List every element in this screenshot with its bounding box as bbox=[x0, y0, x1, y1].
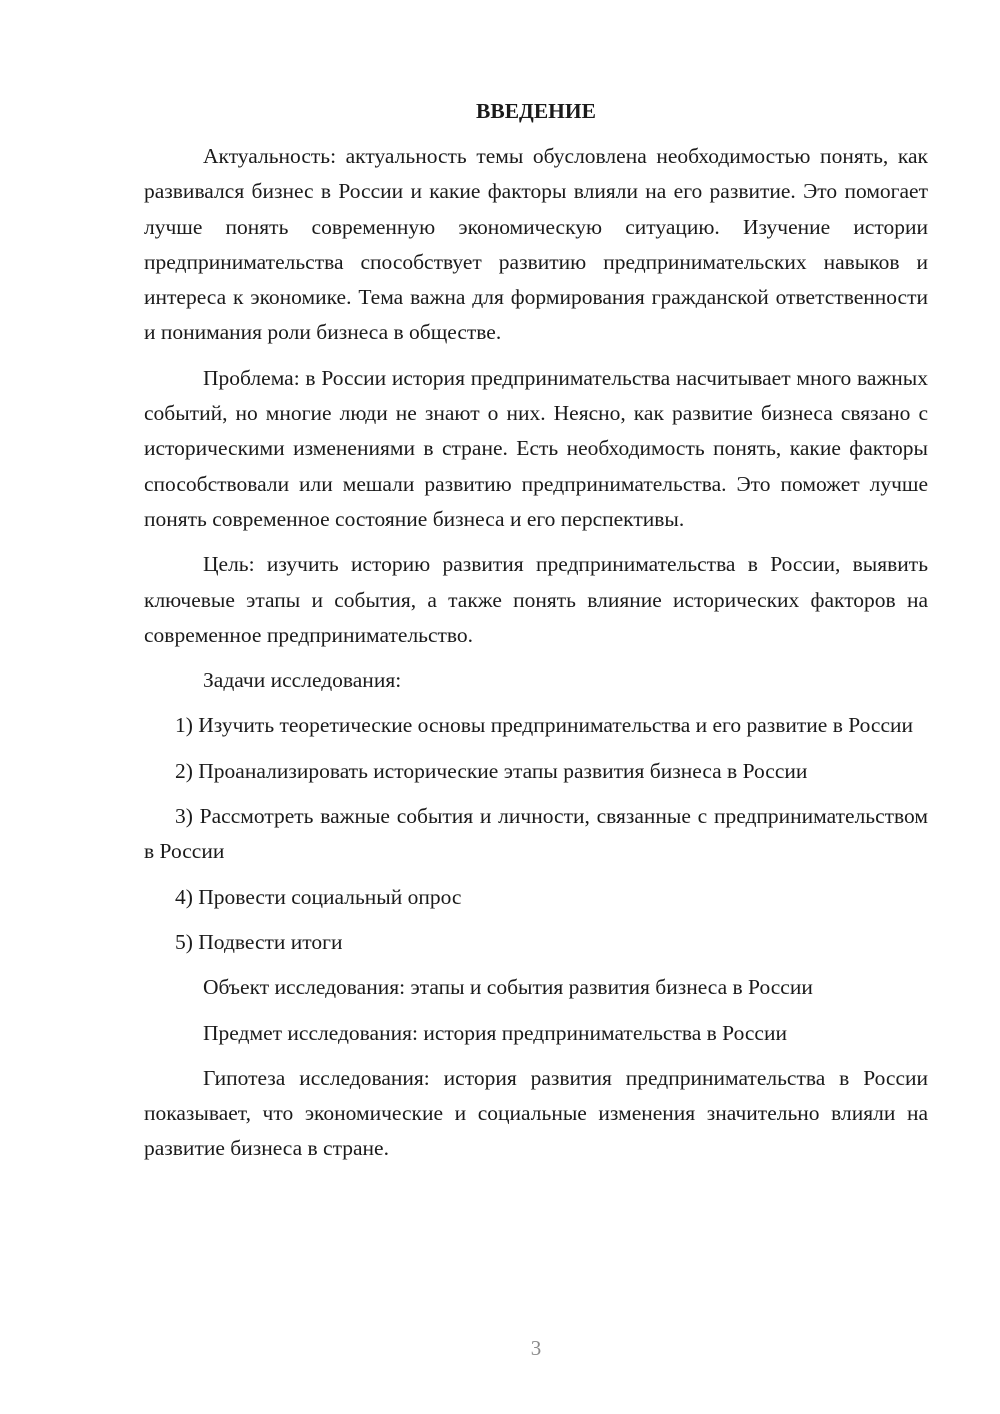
section-title: ВВЕДЕНИЕ bbox=[476, 99, 596, 123]
research-subject: Предмет исследования: история предпринимательства в России bbox=[203, 1020, 787, 1045]
paragraph-relevance: Актуальность: актуальность темы обусловлена необходимостью понять, как развивался бизнес в России и какие факторы влияли на его развитие. Это помогает лучше понять современную экономическую ситуацию. Изучение истории предпринимательства способствует развитию предпринимательских навыков и интереса к экономике. Тема важна для формирования гражданской ответственности и понимания роли бизнеса в обществе. bbox=[144, 144, 928, 345]
research-hypothesis: Гипотеза исследования: история развития предпринимательства в России показывает, что экономические и социальные изменения значительно влияли на развитие бизнеса в стране. bbox=[144, 1065, 928, 1161]
page-number: 3 bbox=[530, 1336, 542, 1360]
task-item-5: 5) Подвести итоги bbox=[175, 929, 343, 954]
paragraph-goal: Цель: изучить историю развития предпринимательства в России, выявить ключевые этапы и события, а также понять влияние исторических факторов на современное предпринимательство. bbox=[144, 552, 928, 647]
task-item-1: 1) Изучить теоретические основы предпринимательства и его развитие в России bbox=[175, 713, 914, 738]
task-item-2: 2) Проанализировать исторические этапы развития бизнеса в России bbox=[175, 758, 808, 783]
paragraph-problem: Проблема: в России история предпринимательства насчитывает много важных событий, но многие люди не знают о них. Неясно, как развитие бизнеса связано с историческими изменениями в стране. Есть необходимость понять, какие факторы способствовали или мешали развитию предпринимательства. Это поможет лучше понять современное состояние бизнеса и его перспективы. bbox=[144, 365, 928, 531]
task-item-4: 4) Провести социальный опрос bbox=[175, 884, 462, 909]
task-item-3: 3) Рассмотреть важные события и личности, связанные с предпринимательством в России bbox=[144, 804, 928, 864]
tasks-heading: Задачи исследования: bbox=[203, 668, 402, 693]
research-object: Объект исследования: этапы и события развития бизнеса в России bbox=[203, 975, 813, 1000]
page-content bbox=[144, 94, 928, 1177]
